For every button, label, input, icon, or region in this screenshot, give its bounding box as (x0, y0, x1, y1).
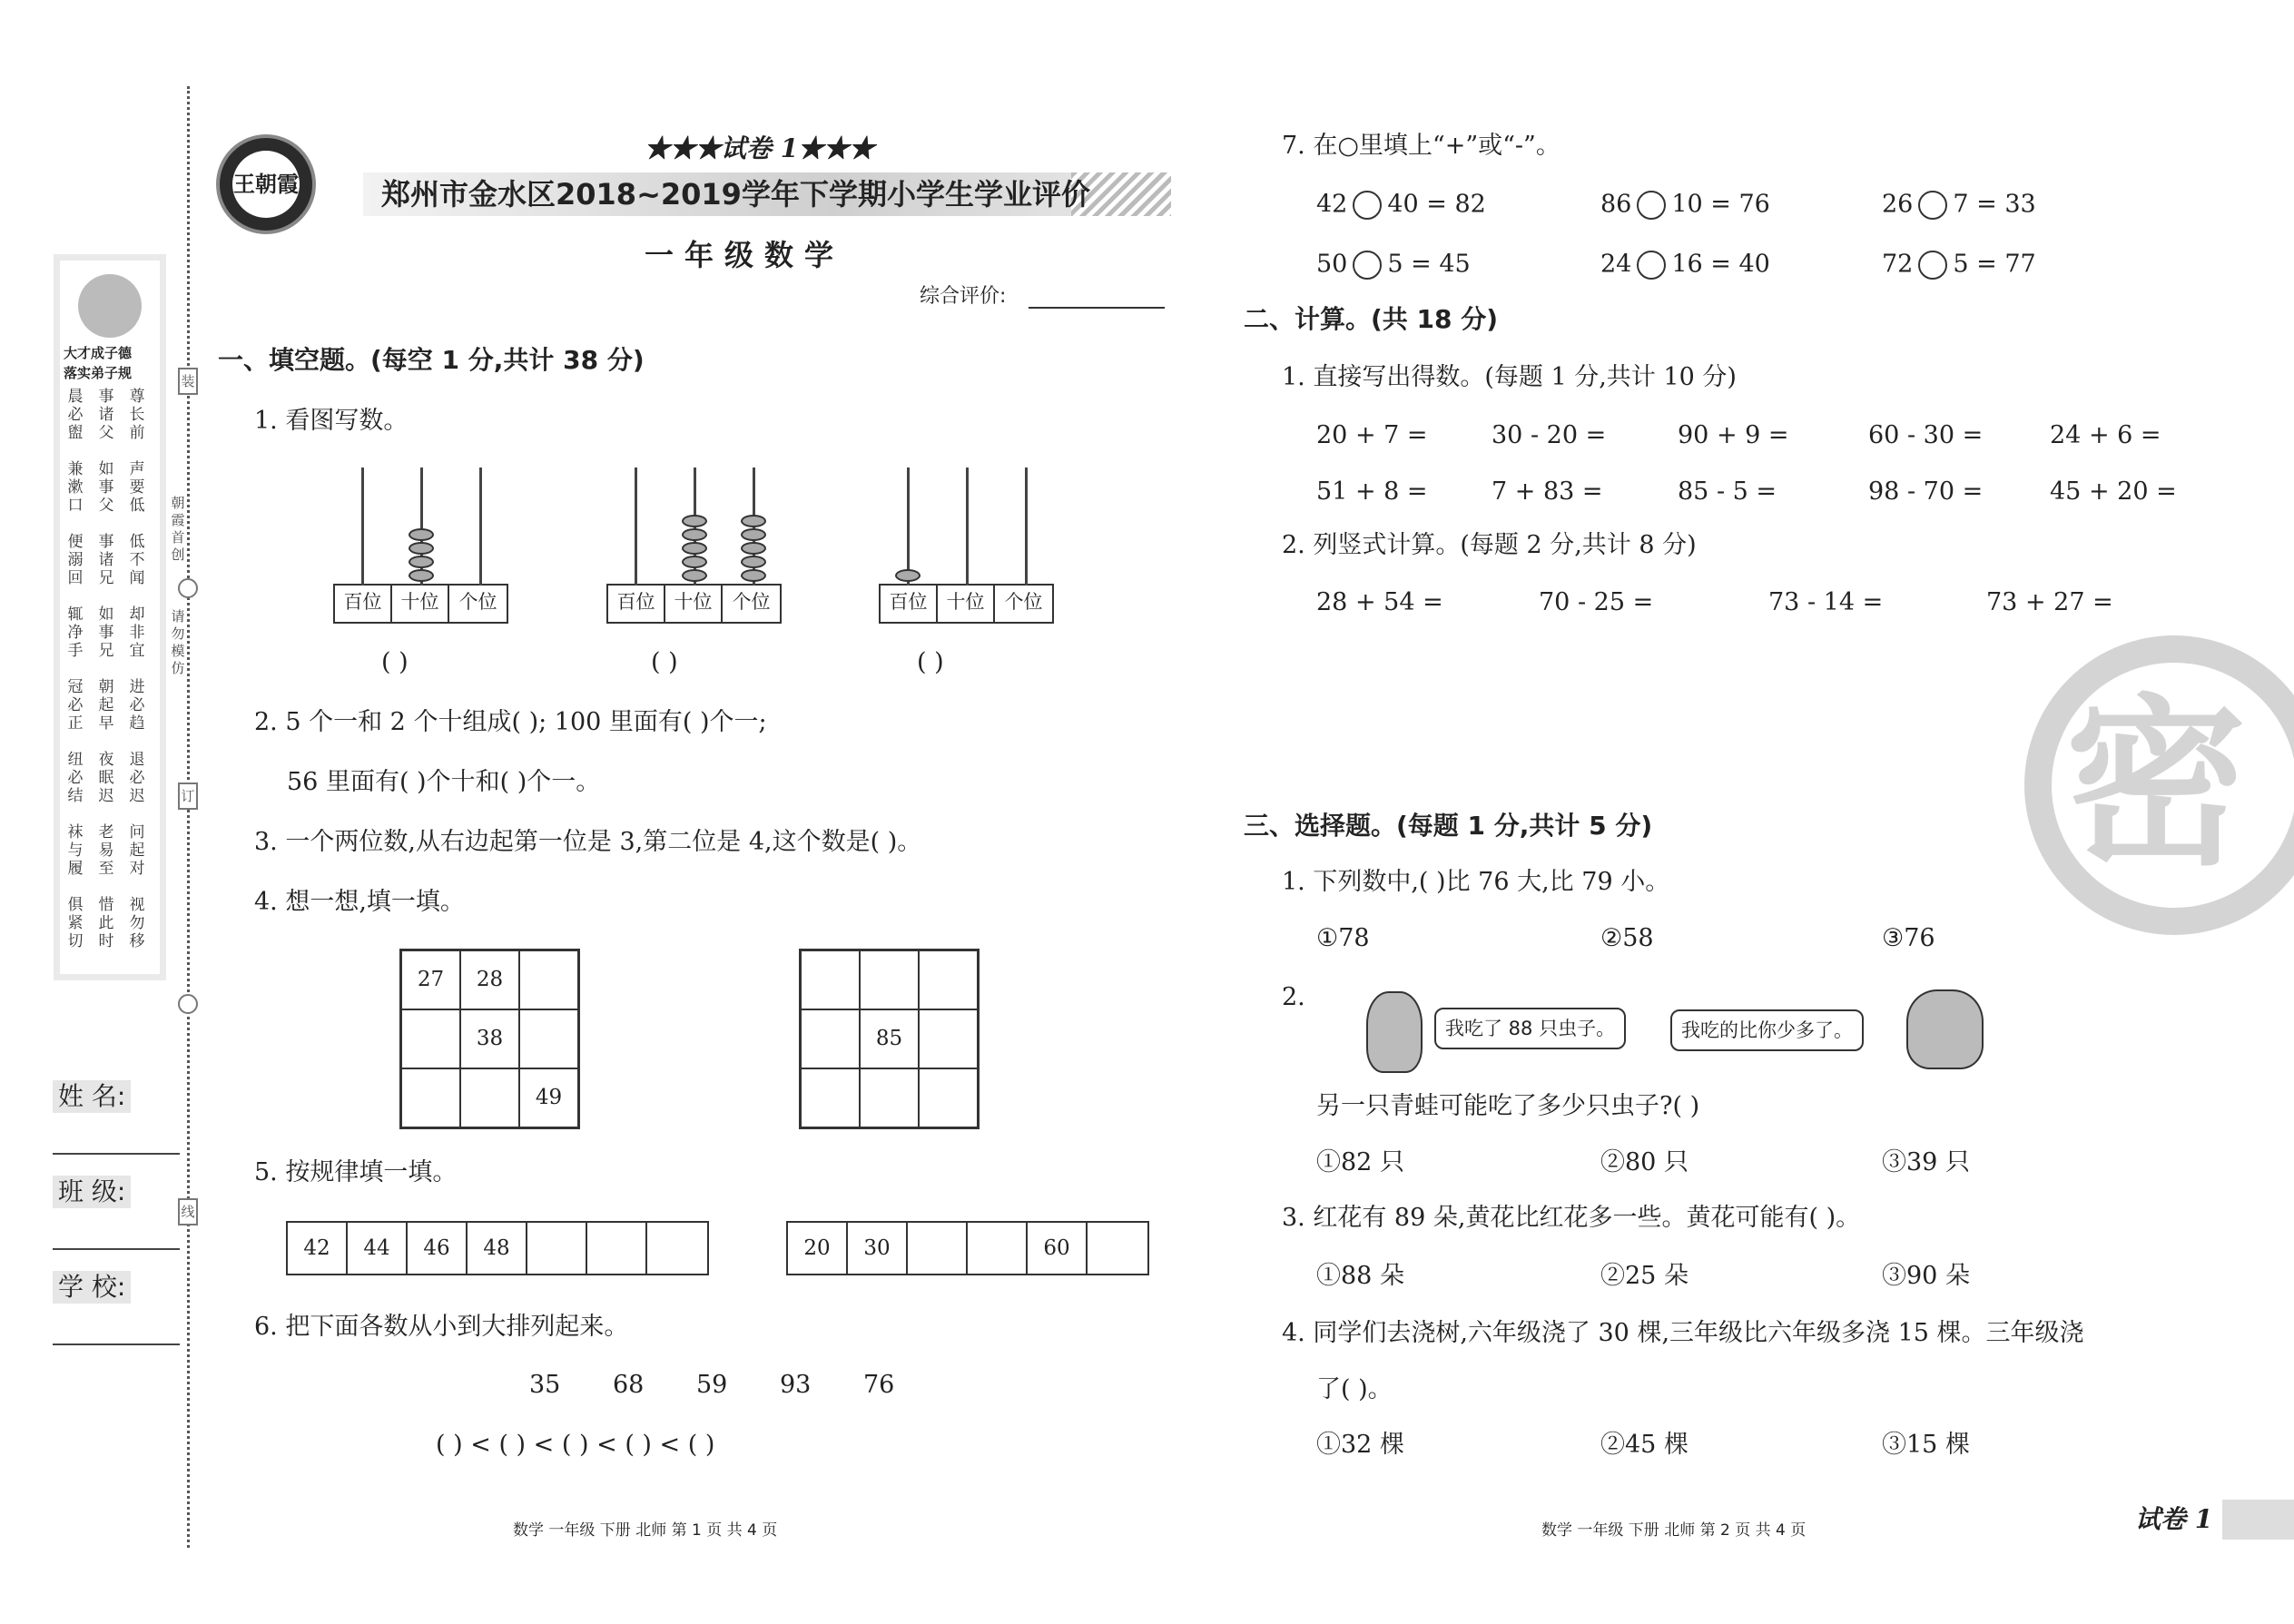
banner-line-1: 大才成子德 (64, 345, 133, 361)
s3-q4-line2: 了( )。 (1316, 1375, 1393, 1403)
q7-left-operand: 72 (1882, 250, 1914, 279)
s3-q3-opt2[interactable]: ②25 朵 (1600, 1262, 1689, 1290)
grid-cell[interactable] (860, 950, 919, 1009)
sequence-cell[interactable] (968, 1223, 1028, 1274)
sequence-row-1 (286, 1221, 709, 1275)
place-value-row (879, 584, 1054, 624)
cut-mark-1: 装 (178, 368, 198, 395)
grid-cell[interactable] (519, 1009, 578, 1068)
operator-circle[interactable] (1353, 251, 1382, 280)
brand-logo (216, 134, 316, 234)
motto-text: 老易至 (98, 823, 114, 878)
q7-left-operand: 86 (1600, 190, 1632, 219)
sequence-cell: 46 (408, 1223, 468, 1274)
grid-cell: 38 (460, 1009, 519, 1068)
motto-text: 袜与履 (67, 823, 84, 878)
q7-left-operand: 26 (1882, 190, 1914, 219)
abacus-bead (741, 528, 766, 541)
q7-item (1882, 251, 2036, 280)
q7-item (1316, 251, 1471, 280)
vertical-note-bottom: 请勿模仿 (171, 608, 185, 676)
abacus-answer-1[interactable]: ( ) (381, 648, 409, 676)
q7-item (1600, 251, 1770, 280)
q6-number: 93 (780, 1371, 812, 1399)
calc-item[interactable]: 45 + 20 = (2050, 477, 2177, 506)
q6-number: 76 (863, 1371, 895, 1399)
motto-text: 事诸父 (98, 388, 114, 442)
abacus-bead (741, 542, 766, 555)
grid-cell[interactable] (919, 1009, 978, 1068)
grid-cell[interactable] (860, 1068, 919, 1127)
abacus-rod (479, 468, 482, 586)
abacus-bead (682, 542, 707, 555)
frog-left-icon (1366, 991, 1423, 1073)
q6-number: 35 (529, 1371, 561, 1399)
q7-right-expr: 5 = 45 (1387, 250, 1471, 279)
abacus-rod (907, 468, 910, 586)
footer-tag: 试卷 1 (2135, 1504, 2213, 1534)
s3-q2-number: 2. (1282, 983, 1305, 1011)
place-label: 个位 (1004, 591, 1043, 613)
place-value-row (606, 584, 782, 624)
place-label: 十位 (938, 586, 995, 622)
operator-circle[interactable] (1353, 191, 1382, 220)
paper-tag: ★★★试卷 1★★★ (645, 133, 875, 163)
vertical-calc-item[interactable]: 73 + 27 = (1986, 588, 2113, 616)
grid-cell: 27 (401, 950, 460, 1009)
abacus-rod (361, 468, 364, 586)
s1-q3: 3. 一个两位数,从右边起第一位是 3,第二位是 4,这个数是( )。 (254, 828, 922, 856)
calc-item[interactable]: 30 - 20 = (1492, 421, 1607, 449)
operator-circle[interactable] (1918, 191, 1947, 220)
abacus-bead (409, 528, 434, 541)
name-line[interactable] (53, 1153, 180, 1155)
cut-circle-2 (178, 994, 198, 1014)
overall-line[interactable] (1029, 307, 1165, 309)
motto-text: 视勿移 (129, 896, 145, 950)
frog-right-icon (1906, 989, 1984, 1069)
operator-circle[interactable] (1637, 191, 1666, 220)
s3-q1: 1. 下列数中,( )比 76 大,比 79 小。 (1282, 868, 1670, 896)
abacus-bead (409, 569, 434, 582)
abacus-answer-3[interactable]: ( ) (917, 648, 944, 676)
s3-q4-line1: 4. 同学们去浇树,六年级浇了 30 棵,三年级比六年级多浇 15 棵。三年级浇 (1282, 1319, 2084, 1347)
grid-cell[interactable] (801, 1068, 860, 1127)
q7-item (1600, 191, 1770, 220)
q7-right-expr: 10 = 76 (1671, 190, 1770, 219)
sequence-cell[interactable] (587, 1223, 647, 1274)
calc-item[interactable]: 85 - 5 = (1678, 477, 1777, 506)
s3-q3-opt3[interactable]: ③90 朵 (1882, 1262, 1970, 1290)
s1-q4-prompt: 4. 想一想,填一填。 (254, 888, 465, 916)
sequence-cell: 44 (348, 1223, 408, 1274)
s1-q2-line2: 56 里面有( )个十和( )个一。 (287, 768, 601, 796)
q7-prompt: 7. 在○里填上“+”或“-”。 (1282, 132, 1561, 160)
calc-item[interactable]: 51 + 8 = (1316, 477, 1428, 506)
motto-text: 辄净手 (67, 605, 84, 660)
q7-item (1882, 191, 2036, 220)
sequence-cell[interactable] (908, 1223, 968, 1274)
q7-item (1316, 191, 1486, 220)
school-line[interactable] (53, 1343, 180, 1345)
q7-left-operand: 50 (1316, 250, 1348, 279)
s3-q3: 3. 红花有 89 朵,黄花比红花多一些。黄花可能有( )。 (1282, 1204, 1861, 1232)
grid-cell[interactable] (801, 1009, 860, 1068)
vertical-calc-item[interactable]: 28 + 54 = (1316, 588, 1443, 616)
q7-right-expr: 5 = 77 (1953, 250, 2036, 279)
grid-cell: 49 (519, 1068, 578, 1127)
q7-left-operand: 24 (1600, 250, 1632, 279)
grid-cell[interactable] (460, 1068, 519, 1127)
section1-heading: 一、填空题。(每空 1 分,共计 38 分) (218, 345, 645, 375)
sequence-cell[interactable] (647, 1223, 707, 1274)
operator-circle[interactable] (1918, 251, 1947, 280)
motto-text: 问起对 (129, 823, 145, 878)
banner-line-2: 落实弟子规 (64, 365, 133, 381)
q7-left-operand: 42 (1316, 190, 1348, 219)
cut-mark-2: 订 (178, 782, 198, 810)
abacus-bead (895, 569, 921, 582)
motto-text: 晨必盥 (67, 388, 84, 442)
motto-text: 声要低 (129, 460, 145, 515)
motto-text: 朝起早 (98, 678, 114, 733)
abacus-rod (1025, 468, 1028, 586)
grid-cell[interactable] (801, 950, 860, 1009)
grid-cell: 85 (860, 1009, 919, 1068)
abacus-bead (409, 542, 434, 555)
s1-q6-prompt: 6. 把下面各数从小到大排列起来。 (254, 1313, 629, 1341)
sequence-cell: 60 (1028, 1223, 1088, 1274)
q6-number: 68 (613, 1371, 645, 1399)
place-value-row (333, 584, 508, 624)
operator-circle[interactable] (1637, 251, 1666, 280)
motto-text: 尊长前 (129, 388, 145, 442)
speech-bubble-2: 我吃的比你少多了。 (1670, 1009, 1864, 1051)
place-label: 百位 (881, 586, 938, 622)
class-label: 班 级: (53, 1176, 131, 1208)
calc-item[interactable]: 20 + 7 = (1316, 421, 1428, 449)
speech-bubble-1: 我吃了 88 只虫子。 (1434, 1008, 1626, 1049)
cut-mark-3: 线 (178, 1198, 198, 1225)
motto-text: 兼漱口 (67, 460, 84, 515)
place-label: 个位 (732, 591, 771, 613)
q7-right-expr: 40 = 82 (1387, 190, 1486, 219)
abacus-answer-2[interactable]: ( ) (651, 648, 678, 676)
s3-q4-opt3[interactable]: ③15 棵 (1882, 1431, 1970, 1459)
s3-q4-opt2[interactable]: ②45 棵 (1600, 1431, 1689, 1459)
section2-heading: 二、计算。(共 18 分) (1244, 304, 1499, 334)
s3-q4-opt1[interactable]: ①32 棵 (1316, 1431, 1404, 1459)
place-label: 百位 (335, 586, 392, 622)
abacus-bead (741, 556, 766, 568)
s3-q1-opt1[interactable]: ①78 (1316, 924, 1370, 952)
motto-sidebar (54, 254, 166, 980)
calc-item[interactable]: 90 + 9 = (1678, 421, 1789, 449)
s1-q2-line1: 2. 5 个一和 2 个十组成( ); 100 里面有( )个一; (254, 708, 767, 736)
school-label: 学 校: (53, 1271, 131, 1304)
motto-text: 进必趋 (129, 678, 145, 733)
vertical-note-top: 朝霞首创 (171, 495, 185, 563)
class-line[interactable] (53, 1248, 180, 1250)
q7-right-expr: 16 = 40 (1671, 250, 1770, 279)
s1-q5-prompt: 5. 按规律填一填。 (254, 1158, 458, 1186)
vertical-calc-item[interactable]: 70 - 25 = (1539, 588, 1654, 616)
motto-text: 如事兄 (98, 605, 114, 660)
section3-heading: 三、选择题。(每题 1 分,共计 5 分) (1244, 811, 1653, 841)
motto-text: 惜此时 (98, 896, 114, 950)
abacus-rod (635, 468, 637, 586)
footer-left: 数学 一年级 下册 北师 第 1 页 共 4 页 (513, 1521, 778, 1540)
binding-cut-line (187, 86, 190, 1548)
s3-q1-opt3[interactable]: ③76 (1882, 924, 1935, 952)
motto-text: 事诸兄 (98, 533, 114, 587)
s3-q3-opt1[interactable]: ①88 朵 (1316, 1262, 1404, 1290)
motto-text: 退必迟 (129, 751, 145, 805)
abacus-rod (966, 468, 969, 586)
q6-order-blanks[interactable]: ( ) < ( ) < ( ) < ( ) < ( ) (436, 1431, 715, 1459)
motto-text: 冠必正 (67, 678, 84, 733)
logo-text: 王朝霞 (232, 151, 300, 218)
abacus-bead (741, 569, 766, 582)
motto-text: 夜眠迟 (98, 751, 114, 805)
calc-item[interactable]: 98 - 70 = (1868, 477, 1984, 506)
s3-q2-text: 另一只青蛙可能吃了多少只虫子?( ) (1316, 1092, 1700, 1120)
overall-label: 综合评价: (920, 285, 1007, 308)
grid-cell: 28 (460, 950, 519, 1009)
motto-text: 如事父 (98, 460, 114, 515)
footer-right: 数学 一年级 下册 北师 第 2 页 共 4 页 (1541, 1521, 1807, 1540)
motto-text: 低不闻 (129, 533, 145, 587)
motto-text: 却非宜 (129, 605, 145, 660)
abacus-bead (409, 556, 434, 568)
sequence-cell: 20 (788, 1223, 848, 1274)
footer-tag-bar (2222, 1500, 2294, 1540)
grid-cell[interactable] (401, 1068, 460, 1127)
place-label: 个位 (458, 591, 497, 613)
vertical-calc-item[interactable]: 73 - 14 = (1768, 588, 1884, 616)
s3-q2-opt3[interactable]: ③39 只 (1882, 1148, 1970, 1176)
scholar-figure-icon (78, 274, 142, 338)
seal-character: 密 (2065, 679, 2248, 891)
sequence-cell: 30 (848, 1223, 908, 1274)
abacus-bead (682, 556, 707, 568)
s2-q2-prompt: 2. 列竖式计算。(每题 2 分,共计 8 分) (1282, 531, 1697, 559)
subject-title: 一年级数学 (645, 238, 845, 272)
exam-title: 郑州市金水区2018~2019学年下学期小学生学业评价 (381, 177, 1090, 212)
sequence-cell[interactable] (1088, 1223, 1147, 1274)
abacus-bead (682, 569, 707, 582)
abacus-bead (682, 528, 707, 541)
s3-q1-opt2[interactable]: ②58 (1600, 924, 1654, 952)
s3-q2-opt1[interactable]: ①82 只 (1316, 1148, 1404, 1176)
grid-cell[interactable] (401, 1009, 460, 1068)
motto-text: 便溺回 (67, 533, 84, 587)
place-label: 十位 (665, 586, 723, 622)
name-label: 姓 名: (53, 1080, 131, 1113)
sequence-cell: 42 (288, 1223, 348, 1274)
sequence-row-2 (786, 1221, 1149, 1275)
q6-number: 59 (696, 1371, 728, 1399)
grid-cell[interactable] (919, 950, 978, 1009)
place-label: 十位 (392, 586, 449, 622)
motto-text: 俱紧切 (67, 896, 84, 950)
grid-cell[interactable] (519, 950, 578, 1009)
grid-cell[interactable] (919, 1068, 978, 1127)
motto-text: 纽必结 (67, 751, 84, 805)
s3-q2-opt2[interactable]: ②80 只 (1600, 1148, 1689, 1176)
place-label: 百位 (608, 586, 665, 622)
number-grid-1 (399, 949, 580, 1129)
abacus-bead (682, 515, 707, 527)
s1-q1-prompt: 1. 看图写数。 (254, 407, 409, 435)
sequence-cell[interactable] (527, 1223, 587, 1274)
q7-right-expr: 7 = 33 (1953, 190, 2036, 219)
calc-item[interactable]: 24 + 6 = (2050, 421, 2161, 449)
calc-item[interactable]: 7 + 83 = (1492, 477, 1603, 506)
calc-item[interactable]: 60 - 30 = (1868, 421, 1984, 449)
abacus-bead (741, 515, 766, 527)
number-grid-2 (799, 949, 980, 1129)
cut-circle-1 (178, 578, 198, 598)
sequence-cell: 48 (468, 1223, 527, 1274)
s2-q1-prompt: 1. 直接写出得数。(每题 1 分,共计 10 分) (1282, 363, 1737, 391)
